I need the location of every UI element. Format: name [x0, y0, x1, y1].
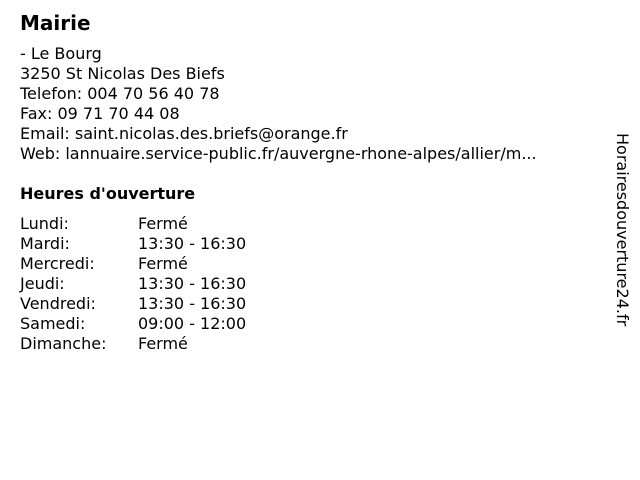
- hours-row: [20, 214, 610, 234]
- brand-sidebar: [610, 133, 634, 373]
- hours-row: [20, 254, 610, 274]
- hours-row: [20, 274, 610, 294]
- address-line-2: 3250 St Nicolas Des Biefs: [20, 64, 225, 83]
- hours-day: Dimanche:: [20, 334, 107, 353]
- hours-day: Samedi:: [20, 314, 86, 333]
- hours-row: [20, 294, 610, 314]
- hours-time: 09:00 - 12:00: [138, 314, 247, 333]
- hours-time: 13:30 - 16:30: [138, 294, 247, 313]
- fax-line: Fax: 09 71 70 44 08: [20, 104, 180, 123]
- hours-day: Lundi:: [20, 214, 69, 233]
- web-line: Web: lannuaire.service-public.fr/auvergne-rhone-alpes/allier/m...: [20, 144, 537, 163]
- brand-vertical-text: Horairesdouverture24.fr: [613, 133, 632, 327]
- opening-hours-list: [20, 214, 610, 354]
- email-line: Email: saint.nicolas.des.briefs@orange.fr: [20, 124, 348, 143]
- hours-day: Vendredi:: [20, 294, 96, 313]
- page-title: Mairie: [20, 11, 91, 35]
- address-line-1: - Le Bourg: [20, 44, 102, 63]
- hours-time: Fermé: [138, 254, 188, 273]
- hours-time: 13:30 - 16:30: [138, 274, 247, 293]
- hours-row: [20, 334, 610, 354]
- hours-day: Mardi:: [20, 234, 70, 253]
- hours-time: Fermé: [138, 214, 188, 233]
- hours-day: Jeudi:: [20, 274, 65, 293]
- hours-title: Heures d'ouverture: [20, 184, 196, 203]
- hours-row: [20, 314, 610, 334]
- hours-time: Fermé: [138, 334, 188, 353]
- contact-card: [20, 10, 610, 354]
- phone-line: Telefon: 004 70 56 40 78: [20, 84, 220, 103]
- hours-time: 13:30 - 16:30: [138, 234, 247, 253]
- hours-day: Mercredi:: [20, 254, 95, 273]
- hours-row: [20, 234, 610, 254]
